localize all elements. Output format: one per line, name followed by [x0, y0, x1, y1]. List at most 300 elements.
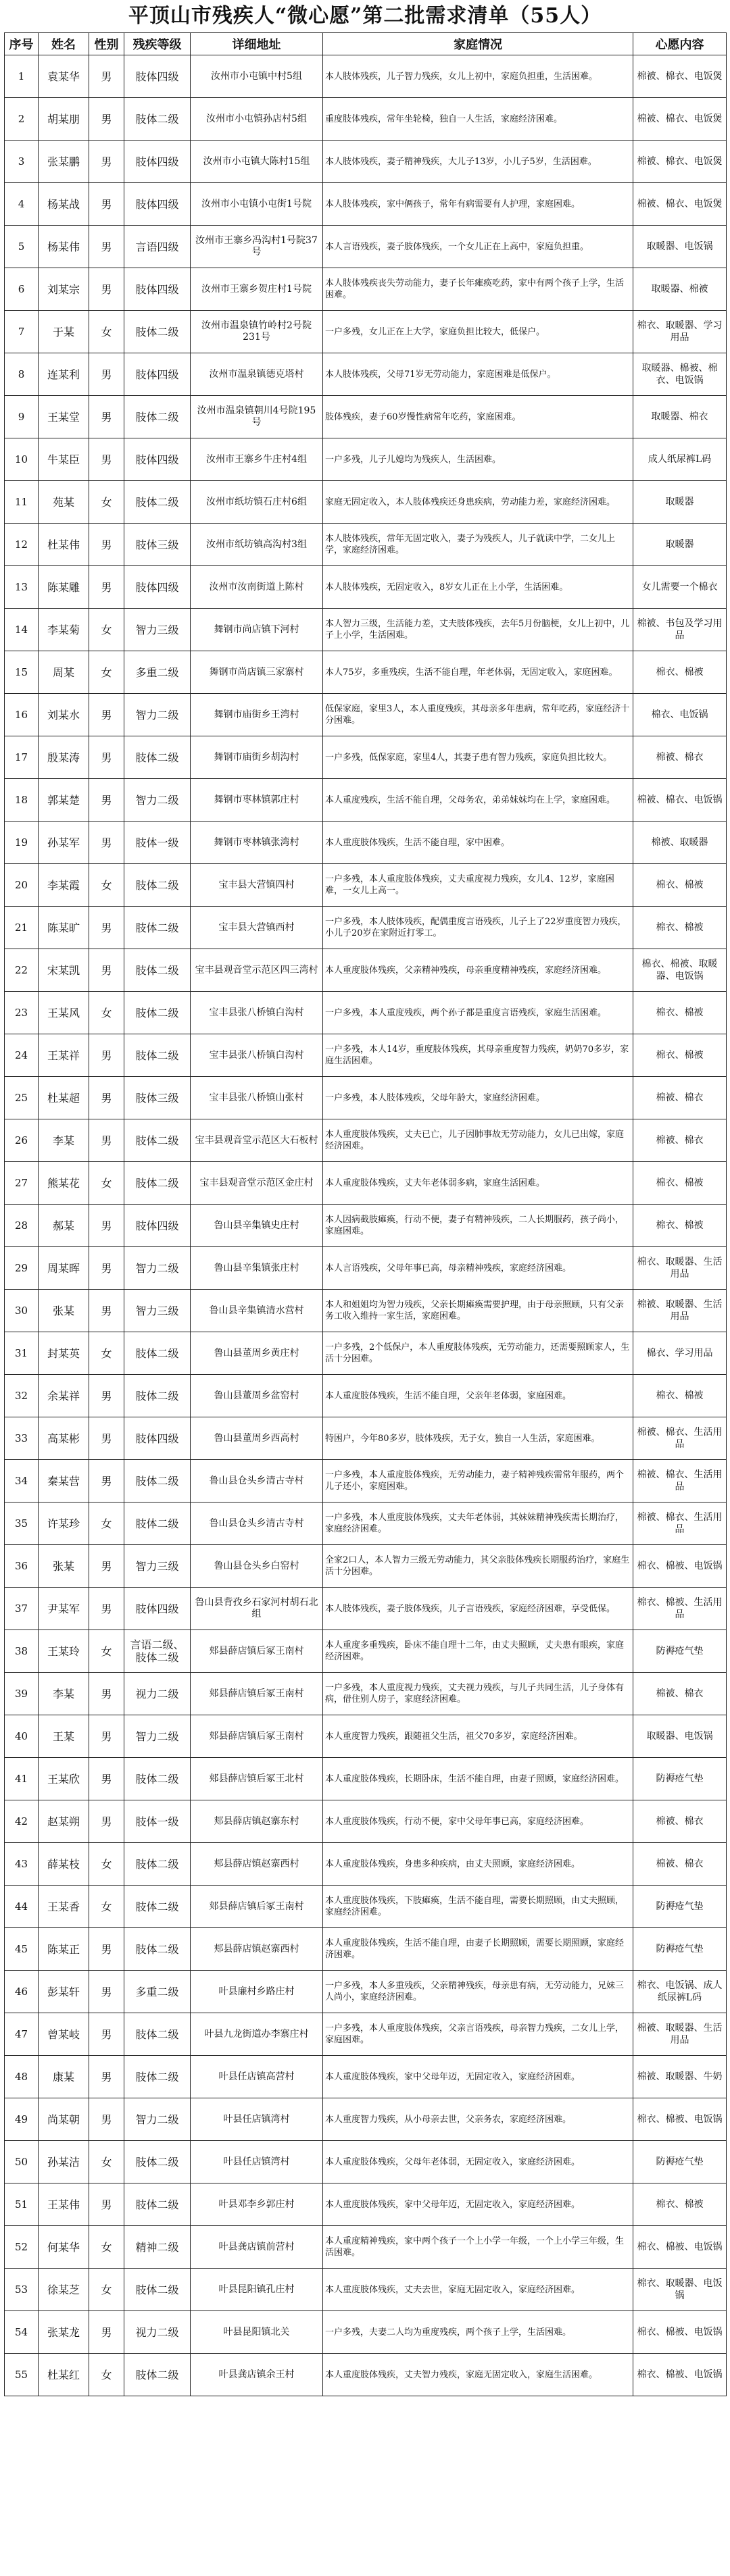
row-wish: 取暖器 — [633, 481, 727, 524]
row-address: 鲁山县辛集镇张庄村 — [191, 1247, 323, 1290]
row-family-situation: 本人重度肢体残疾，行动不便，家中父母年事已高，家庭经济困难。 — [323, 1800, 633, 1843]
row-name: 徐某芝 — [39, 2269, 89, 2311]
row-number: 5 — [5, 226, 39, 268]
row-disability-level: 肢体二级 — [124, 2141, 191, 2183]
table-row — [5, 226, 727, 268]
row-name: 彭某轩 — [39, 1971, 89, 2013]
row-name: 杨某伟 — [39, 226, 89, 268]
row-number: 27 — [5, 1162, 39, 1205]
row-address: 汝州市温泉镇竹岭村2号院231号 — [191, 311, 323, 353]
row-name: 王某玲 — [39, 1630, 89, 1673]
row-address: 汝州市王寨乡贺庄村1号院 — [191, 268, 323, 311]
row-wish: 女儿需要一个棉衣 — [633, 566, 727, 609]
row-gender: 女 — [89, 864, 124, 907]
table-row — [5, 438, 727, 481]
row-wish: 棉被、棉衣 — [633, 1800, 727, 1843]
table-row — [5, 822, 727, 864]
row-family-situation: 本人肢体残疾，儿子智力残疾，女儿上初中，家庭负担重，生活困难。 — [323, 55, 633, 98]
row-name: 杜某超 — [39, 1077, 89, 1119]
row-gender: 男 — [89, 396, 124, 438]
row-gender: 男 — [89, 183, 124, 226]
row-wish: 棉衣、棉被、取暖器、电饭锅 — [633, 949, 727, 992]
row-number: 9 — [5, 396, 39, 438]
row-address: 郏县薛店镇赵寨东村 — [191, 1800, 323, 1843]
table-row — [5, 353, 727, 396]
row-family-situation: 一户多残，本人多重残疾，父亲精神残疾，母亲患有病，无劳动能力，兄妹三人尚小，家庭经济困难。 — [323, 1971, 633, 2013]
row-disability-level: 肢体三级 — [124, 1077, 191, 1119]
row-address: 叶县昆阳镇北关 — [191, 2311, 323, 2354]
row-address: 宝丰县张八桥镇山张村 — [191, 1077, 323, 1119]
row-name: 秦某营 — [39, 1460, 89, 1502]
row-disability-level: 智力二级 — [124, 1247, 191, 1290]
row-number: 26 — [5, 1119, 39, 1162]
table-row — [5, 1715, 727, 1758]
table-row — [5, 396, 727, 438]
row-wish: 棉衣、棉被、电饭锅 — [633, 1545, 727, 1588]
row-family-situation: 本人重度肢体残疾，家中父母年迈，无固定收入，家庭经济困难。 — [323, 2183, 633, 2226]
row-disability-level: 肢体一级 — [124, 1800, 191, 1843]
row-number: 41 — [5, 1758, 39, 1800]
table-row — [5, 2311, 727, 2354]
row-number: 45 — [5, 1928, 39, 1971]
row-family-situation: 全家2口人，本人智力三级无劳动能力，其父亲肢体残疾长期服药治疗，家庭生活十分困难。 — [323, 1545, 633, 1588]
row-name: 康某 — [39, 2056, 89, 2098]
table-row — [5, 1205, 727, 1247]
row-name: 周某晖 — [39, 1247, 89, 1290]
row-wish: 棉被、棉衣 — [633, 736, 727, 779]
row-family-situation: 一户多残，2个低保户，本人重度肢体残疾，无劳动能力，还需要照顾家人，生活十分困难。 — [323, 1332, 633, 1375]
row-family-situation: 一户多残，女儿正在上大学，家庭负担比较大，低保户。 — [323, 311, 633, 353]
row-disability-level: 肢体三级 — [124, 524, 191, 566]
row-number: 20 — [5, 864, 39, 907]
row-disability-level: 言语二级、肢体二级 — [124, 1630, 191, 1673]
table-row — [5, 1077, 727, 1119]
row-name: 李某 — [39, 1119, 89, 1162]
row-address: 鲁山县背孜乡石家河村胡石北组 — [191, 1588, 323, 1630]
row-family-situation: 肢体残疾，妻子60岁慢性病常年吃药，家庭困难。 — [323, 396, 633, 438]
row-disability-level: 视力二级 — [124, 1673, 191, 1715]
row-name: 周某 — [39, 651, 89, 694]
row-number: 19 — [5, 822, 39, 864]
row-disability-level: 多重二级 — [124, 651, 191, 694]
row-family-situation: 本人肢体残疾，家中俩孩子，常年有病需要有人护理，家庭困难。 — [323, 183, 633, 226]
row-family-situation: 本人重度肢体残疾，父亲精神残疾，母亲重度精神残疾，家庭经济困难。 — [323, 949, 633, 992]
row-number: 15 — [5, 651, 39, 694]
row-disability-level: 肢体二级 — [124, 1843, 191, 1886]
row-name: 杜某伟 — [39, 524, 89, 566]
table-row — [5, 992, 727, 1034]
row-name: 尚某朝 — [39, 2098, 89, 2141]
row-address: 郏县薛店镇后冢王南村 — [191, 1886, 323, 1928]
row-family-situation: 一户多残，本人重度视力残疾，丈夫视力残疾，与儿子共同生活，儿子身体有病，借住别人房子，家庭经济困难。 — [323, 1673, 633, 1715]
row-name: 胡某朋 — [39, 98, 89, 141]
row-address: 舞钢市庙街乡胡沟村 — [191, 736, 323, 779]
row-disability-level: 肢体二级 — [124, 1460, 191, 1502]
row-number: 22 — [5, 949, 39, 992]
row-name: 高某彬 — [39, 1417, 89, 1460]
row-family-situation: 一户多残，儿子儿媳均为残疾人，生活困难。 — [323, 438, 633, 481]
table-row — [5, 2183, 727, 2226]
row-wish: 防褥疮气垫 — [633, 1758, 727, 1800]
table-row — [5, 1502, 727, 1545]
row-name: 张某龙 — [39, 2311, 89, 2354]
row-gender: 男 — [89, 1247, 124, 1290]
row-gender: 男 — [89, 694, 124, 736]
table-header-row — [5, 33, 727, 55]
row-wish: 取暖器、棉衣 — [633, 396, 727, 438]
row-disability-level: 肢体二级 — [124, 2354, 191, 2396]
table-row — [5, 2226, 727, 2269]
header-gender: 性别 — [89, 33, 124, 55]
row-family-situation: 本人重度残疾，生活不能自理，父母务农，弟弟妹妹均在上学，家庭困难。 — [323, 779, 633, 822]
row-family-situation: 本人重度肢体残疾，丈夫去世，家庭无固定收入，家庭经济困难。 — [323, 2269, 633, 2311]
row-gender: 女 — [89, 1162, 124, 1205]
row-family-situation: 一户多残，本人14岁，重度肢体残疾，其母亲重度智力残疾，奶奶70多岁，家庭生活困难。 — [323, 1034, 633, 1077]
row-family-situation: 特困户，今年80多岁，肢体残疾，无子女，独自一人生活，家庭困难。 — [323, 1417, 633, 1460]
row-gender: 男 — [89, 268, 124, 311]
row-wish: 棉衣、棉被 — [633, 2183, 727, 2226]
row-number: 8 — [5, 353, 39, 396]
row-gender: 男 — [89, 1119, 124, 1162]
row-family-situation: 本人言语残疾，妻子肢体残疾，一个女儿正在上高中，家庭负担重。 — [323, 226, 633, 268]
row-gender: 男 — [89, 1971, 124, 2013]
row-number: 55 — [5, 2354, 39, 2396]
row-family-situation: 一户多残，本人重度肢体残疾，丈夫重度视力残疾，女儿4、12岁，家庭困难，一女儿上高一。 — [323, 864, 633, 907]
header-disability-level: 残疾等级 — [124, 33, 191, 55]
row-address: 宝丰县张八桥镇白沟村 — [191, 1034, 323, 1077]
table-row — [5, 141, 727, 183]
wish-list-table — [4, 32, 727, 2396]
page-title: 平顶山市残疾人“微心愿”第二批需求清单（55人） — [128, 4, 602, 28]
row-wish: 取暖器、电饭锅 — [633, 1715, 727, 1758]
row-family-situation: 本人言语残疾，父母年事已高，母亲精神残疾，家庭经济困难。 — [323, 1247, 633, 1290]
row-wish: 取暖器、棉被 — [633, 268, 727, 311]
row-family-situation: 重度肢体残疾，常年坐轮椅，独自一人生活，家庭经济困难。 — [323, 98, 633, 141]
row-disability-level: 肢体二级 — [124, 2269, 191, 2311]
row-disability-level: 肢体二级 — [124, 1119, 191, 1162]
row-name: 曾某岐 — [39, 2013, 89, 2056]
row-disability-level: 言语四级 — [124, 226, 191, 268]
row-wish: 棉被、取暖器、牛奶 — [633, 2056, 727, 2098]
row-number: 16 — [5, 694, 39, 736]
row-wish: 防褥疮气垫 — [633, 1928, 727, 1971]
table-row — [5, 566, 727, 609]
row-number: 17 — [5, 736, 39, 779]
row-family-situation: 本人和姐姐均为智力残疾，父亲长期瘫痪需要护理，由于母亲照顾，只有父亲务工收入维持一家生活，家庭困难。 — [323, 1290, 633, 1332]
row-disability-level: 肢体二级 — [124, 992, 191, 1034]
row-family-situation: 一户多残，本人重度肢体残疾，父亲言语残疾，母亲智力残疾，二女儿上学，家庭困难。 — [323, 2013, 633, 2056]
table-row — [5, 2354, 727, 2396]
table-row — [5, 2141, 727, 2183]
row-gender: 女 — [89, 992, 124, 1034]
table-row — [5, 1928, 727, 1971]
table-row — [5, 2013, 727, 2056]
row-wish: 棉衣、棉被、电饭锅 — [633, 2226, 727, 2269]
row-name: 连某利 — [39, 353, 89, 396]
row-address: 宝丰县观音堂示范区四三湾村 — [191, 949, 323, 992]
row-name: 牛某臣 — [39, 438, 89, 481]
header-name: 姓名 — [39, 33, 89, 55]
row-gender: 男 — [89, 2098, 124, 2141]
table-row — [5, 1417, 727, 1460]
header-family-situation: 家庭情况 — [323, 33, 633, 55]
row-disability-level: 肢体四级 — [124, 1588, 191, 1630]
row-name: 陈某正 — [39, 1928, 89, 1971]
header-wish: 心愿内容 — [633, 33, 727, 55]
row-name: 张某 — [39, 1545, 89, 1588]
row-address: 郏县薛店镇赵寨西村 — [191, 1928, 323, 1971]
row-address: 叶县廉村乡路庄村 — [191, 1971, 323, 2013]
row-family-situation: 一户多残，本人重度残疾，两个孙子都是重度言语残疾，家庭生活困难。 — [323, 992, 633, 1034]
row-number: 18 — [5, 779, 39, 822]
row-wish: 棉被、棉衣 — [633, 1077, 727, 1119]
row-wish: 防褥疮气垫 — [633, 1630, 727, 1673]
row-number: 3 — [5, 141, 39, 183]
row-wish: 棉被、取暖器 — [633, 822, 727, 864]
row-disability-level: 智力二级 — [124, 694, 191, 736]
table-row — [5, 1843, 727, 1886]
row-gender: 男 — [89, 1205, 124, 1247]
header-no: 序号 — [5, 33, 39, 55]
row-wish: 棉衣、棉被 — [633, 992, 727, 1034]
row-gender: 男 — [89, 1077, 124, 1119]
row-gender: 男 — [89, 226, 124, 268]
row-gender: 男 — [89, 1588, 124, 1630]
table-row — [5, 1034, 727, 1077]
row-address: 鲁山县辛集镇清水营村 — [191, 1290, 323, 1332]
row-number: 4 — [5, 183, 39, 226]
row-disability-level: 肢体二级 — [124, 1162, 191, 1205]
row-address: 郏县薛店镇赵寨西村 — [191, 1843, 323, 1886]
row-family-situation: 本人重度肢体残疾，身患多种疾病，由丈夫照顾，家庭经济困难。 — [323, 1843, 633, 1886]
row-family-situation: 本人重度肢体残疾，家中父母年迈，无固定收入，家庭经济困难。 — [323, 2056, 633, 2098]
row-number: 29 — [5, 1247, 39, 1290]
row-gender: 女 — [89, 609, 124, 651]
row-address: 宝丰县张八桥镇白沟村 — [191, 992, 323, 1034]
row-disability-level: 肢体二级 — [124, 907, 191, 949]
table-row — [5, 311, 727, 353]
row-family-situation: 一户多残，夫妻二人均为重度残疾，两个孩子上学，生活困难。 — [323, 2311, 633, 2354]
row-family-situation: 一户多残，本人重度肢体残疾，丈夫年老体弱，其妹妹精神残疾需长期治疗，家庭经济困难。 — [323, 1502, 633, 1545]
row-number: 11 — [5, 481, 39, 524]
table-row — [5, 2098, 727, 2141]
row-address: 叶县任店镇湾村 — [191, 2098, 323, 2141]
row-number: 54 — [5, 2311, 39, 2354]
row-wish: 棉被、棉衣 — [633, 1119, 727, 1162]
row-gender: 男 — [89, 438, 124, 481]
row-wish: 取暖器、棉被、棉衣、电饭锅 — [633, 353, 727, 396]
table-row — [5, 1162, 727, 1205]
row-gender: 男 — [89, 1715, 124, 1758]
row-wish: 棉被、棉衣、电饭煲 — [633, 98, 727, 141]
row-family-situation: 本人肢体残疾，无固定收入，8岁女儿正在上小学，生活困难。 — [323, 566, 633, 609]
row-wish: 棉被、棉衣、电饭煲 — [633, 183, 727, 226]
row-disability-level: 多重二级 — [124, 1971, 191, 2013]
row-disability-level: 肢体四级 — [124, 1417, 191, 1460]
row-wish: 棉衣、棉被、生活用品 — [633, 1588, 727, 1630]
row-name: 王某风 — [39, 992, 89, 1034]
row-disability-level: 肢体二级 — [124, 1375, 191, 1417]
row-family-situation: 本人重度肢体残疾，父母年老体弱，无固定收入，家庭经济困难。 — [323, 2141, 633, 2183]
row-name: 杜某红 — [39, 2354, 89, 2396]
row-family-situation: 本人肢体残疾，常年无固定收入，妻子为残疾人，儿子就读中学，二女儿上学，家庭经济困难。 — [323, 524, 633, 566]
row-gender: 女 — [89, 2141, 124, 2183]
row-number: 12 — [5, 524, 39, 566]
row-address: 鲁山县董周乡盆窑村 — [191, 1375, 323, 1417]
row-wish: 棉衣、棉被 — [633, 907, 727, 949]
table-row — [5, 2056, 727, 2098]
table-row — [5, 949, 727, 992]
table-row — [5, 2269, 727, 2311]
table-body — [5, 55, 727, 2396]
row-number: 52 — [5, 2226, 39, 2269]
row-wish: 棉被、棉衣、电饭煲 — [633, 141, 727, 183]
row-family-situation: 低保家庭，家里3人，本人重度残疾，其母亲多年患病，常年吃药，家庭经济十分困难。 — [323, 694, 633, 736]
row-family-situation: 本人重度多重残疾，卧床不能自理十二年，由丈夫照顾，丈夫患有眼疾，家庭经济困难。 — [323, 1630, 633, 1673]
row-disability-level: 智力二级 — [124, 2098, 191, 2141]
row-disability-level: 智力三级 — [124, 609, 191, 651]
row-number: 39 — [5, 1673, 39, 1715]
row-gender: 女 — [89, 1843, 124, 1886]
row-disability-level: 智力三级 — [124, 1545, 191, 1588]
table-row — [5, 268, 727, 311]
row-family-situation: 本人重度肢体残疾，长期卧床，生活不能自理，由妻子照顾，家庭经济困难。 — [323, 1758, 633, 1800]
table-row — [5, 1588, 727, 1630]
row-address: 汝州市温泉镇朝川4号院195号 — [191, 396, 323, 438]
table-row — [5, 1545, 727, 1588]
row-disability-level: 肢体四级 — [124, 353, 191, 396]
row-disability-level: 肢体二级 — [124, 311, 191, 353]
row-family-situation: 本人重度肢体残疾，生活不能自理，父亲年老体弱，家庭困难。 — [323, 1375, 633, 1417]
row-number: 34 — [5, 1460, 39, 1502]
row-address: 郏县薛店镇后冢王南村 — [191, 1673, 323, 1715]
row-gender: 男 — [89, 736, 124, 779]
header-address: 详细地址 — [191, 33, 323, 55]
row-number: 38 — [5, 1630, 39, 1673]
row-name: 尹某军 — [39, 1588, 89, 1630]
row-address: 鲁山县董周乡黄庄村 — [191, 1332, 323, 1375]
row-wish: 棉衣、棉被 — [633, 1375, 727, 1417]
row-gender: 男 — [89, 907, 124, 949]
row-family-situation: 本人重度精神残疾，家中两个孩子一个上小学一年级，一个上小学三年级，生活困难。 — [323, 2226, 633, 2269]
table-row — [5, 481, 727, 524]
row-gender: 女 — [89, 2226, 124, 2269]
table-row — [5, 736, 727, 779]
row-number: 46 — [5, 1971, 39, 2013]
row-gender: 女 — [89, 651, 124, 694]
row-disability-level: 智力二级 — [124, 1715, 191, 1758]
row-number: 24 — [5, 1034, 39, 1077]
row-name: 王某香 — [39, 1886, 89, 1928]
row-gender: 男 — [89, 1928, 124, 1971]
row-name: 孙某军 — [39, 822, 89, 864]
row-disability-level: 精神二级 — [124, 2226, 191, 2269]
row-address: 宝丰县观音堂示范区金庄村 — [191, 1162, 323, 1205]
row-address: 宝丰县大营镇西村 — [191, 907, 323, 949]
row-disability-level: 肢体二级 — [124, 1928, 191, 1971]
row-address: 舞钢市枣林镇张湾村 — [191, 822, 323, 864]
table-row — [5, 1290, 727, 1332]
row-name: 许某珍 — [39, 1502, 89, 1545]
row-number: 25 — [5, 1077, 39, 1119]
table-row — [5, 1886, 727, 1928]
row-family-situation: 本人肢体残疾，父母71岁无劳动能力，家庭困难是低保户。 — [323, 353, 633, 396]
row-address: 鲁山县仓头乡清古寺村 — [191, 1460, 323, 1502]
row-name: 苑某 — [39, 481, 89, 524]
row-wish: 棉被、棉衣、电饭锅 — [633, 779, 727, 822]
row-address: 舞钢市尚店镇下河村 — [191, 609, 323, 651]
row-wish: 棉被、棉衣、生活用品 — [633, 1417, 727, 1460]
row-disability-level: 肢体二级 — [124, 736, 191, 779]
row-address: 汝州市温泉镇德克塔村 — [191, 353, 323, 396]
row-number: 47 — [5, 2013, 39, 2056]
row-wish: 棉被、棉衣、电饭煲 — [633, 55, 727, 98]
row-number: 10 — [5, 438, 39, 481]
row-address: 叶县任店镇高营村 — [191, 2056, 323, 2098]
row-disability-level: 肢体二级 — [124, 2183, 191, 2226]
row-gender: 女 — [89, 481, 124, 524]
row-number: 51 — [5, 2183, 39, 2226]
row-address: 汝州市纸坊镇石庄村6组 — [191, 481, 323, 524]
row-number: 35 — [5, 1502, 39, 1545]
row-address: 汝州市小屯镇孙店村5组 — [191, 98, 323, 141]
row-address: 鲁山县仓头乡清古寺村 — [191, 1502, 323, 1545]
row-number: 32 — [5, 1375, 39, 1417]
row-name: 何某华 — [39, 2226, 89, 2269]
row-wish: 棉衣、取暖器、生活用品 — [633, 1247, 727, 1290]
row-number: 7 — [5, 311, 39, 353]
row-family-situation: 一户多残，本人肢体残疾，父母年龄大，家庭经济困难。 — [323, 1077, 633, 1119]
row-wish: 棉被、棉衣 — [633, 1673, 727, 1715]
row-disability-level: 肢体二级 — [124, 1886, 191, 1928]
row-gender: 女 — [89, 311, 124, 353]
table-row — [5, 1800, 727, 1843]
row-address: 郏县薛店镇后冢王北村 — [191, 1758, 323, 1800]
row-number: 44 — [5, 1886, 39, 1928]
row-family-situation: 一户多残，本人肢体残疾，配偶重度言语残疾，儿子上了22岁重度智力残疾，小儿子20岁在家附近打零工。 — [323, 907, 633, 949]
row-name: 李某霞 — [39, 864, 89, 907]
row-disability-level: 肢体四级 — [124, 55, 191, 98]
row-gender: 女 — [89, 1630, 124, 1673]
row-disability-level: 肢体二级 — [124, 1034, 191, 1077]
row-address: 叶县邓李乡郭庄村 — [191, 2183, 323, 2226]
table-row — [5, 1460, 727, 1502]
row-gender: 女 — [89, 2354, 124, 2396]
row-gender: 男 — [89, 2013, 124, 2056]
row-wish: 取暖器、电饭锅 — [633, 226, 727, 268]
row-disability-level: 肢体四级 — [124, 566, 191, 609]
table-row — [5, 1247, 727, 1290]
row-family-situation: 本人重度肢体残疾，丈夫智力残疾，家庭无固定收入，家庭生活困难。 — [323, 2354, 633, 2396]
row-wish: 棉衣、电饭锅 — [633, 694, 727, 736]
row-gender: 女 — [89, 2269, 124, 2311]
row-name: 宋某凯 — [39, 949, 89, 992]
row-wish: 棉被、取暖器、生活用品 — [633, 1290, 727, 1332]
row-address: 鲁山县仓头乡白窑村 — [191, 1545, 323, 1588]
row-gender: 女 — [89, 1502, 124, 1545]
row-disability-level: 肢体一级 — [124, 822, 191, 864]
row-wish: 棉衣、棉被、电饭锅 — [633, 2311, 727, 2354]
row-name: 殷某涛 — [39, 736, 89, 779]
row-name: 封某英 — [39, 1332, 89, 1375]
row-gender: 男 — [89, 1417, 124, 1460]
row-address: 汝州市王寨乡牛庄村4组 — [191, 438, 323, 481]
row-wish: 棉衣、棉被 — [633, 1205, 727, 1247]
row-disability-level: 肢体二级 — [124, 1502, 191, 1545]
row-family-situation: 本人重度智力残疾，跟随祖父生活，祖父70多岁，家庭经济困难。 — [323, 1715, 633, 1758]
row-name: 刘某宗 — [39, 268, 89, 311]
row-disability-level: 肢体二级 — [124, 1332, 191, 1375]
